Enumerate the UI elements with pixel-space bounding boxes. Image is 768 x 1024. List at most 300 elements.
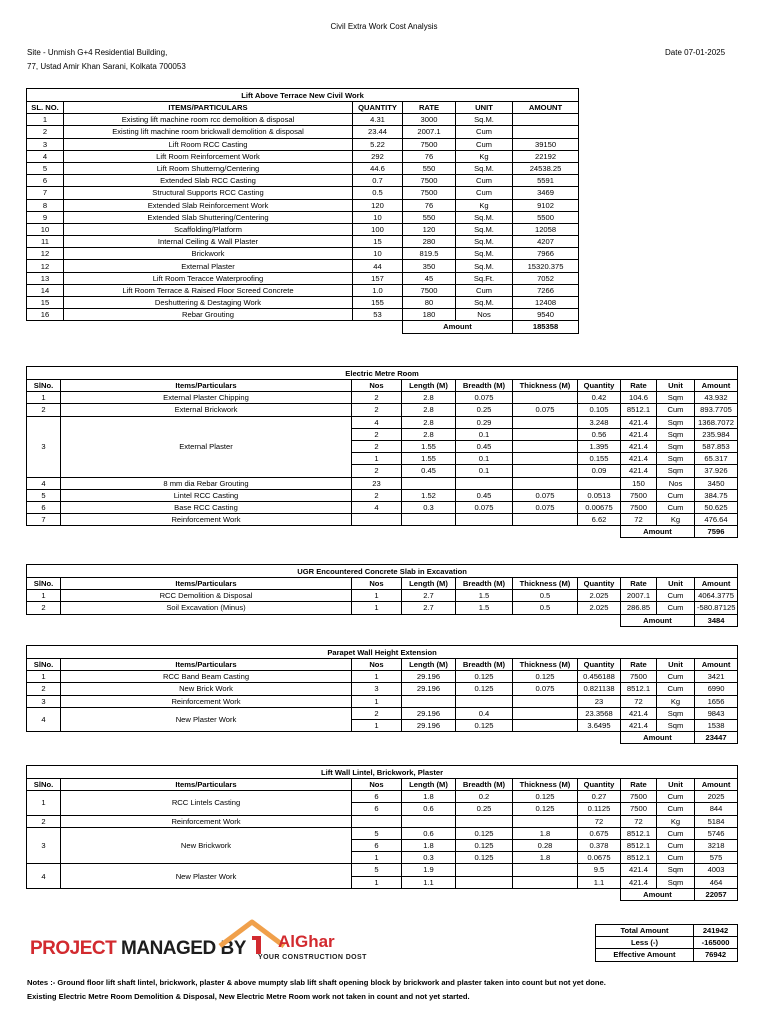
table-cell: 8 mm dia Rebar Grouting [61, 477, 352, 489]
column-header: Quantity [578, 578, 621, 590]
amount-value: 23447 [695, 732, 738, 744]
table-cell: 2 [27, 683, 61, 695]
column-header: Rate [621, 779, 657, 791]
table-cell: 0.075 [513, 404, 578, 416]
table-cell [456, 876, 513, 888]
table-cell: 10 [27, 223, 64, 235]
table-cell: 7500 [621, 501, 657, 513]
table-cell: 2 [352, 440, 402, 452]
table-cell: 72 [621, 695, 657, 707]
table-cell [513, 876, 578, 888]
table-row [27, 695, 738, 707]
column-header: Unit [657, 380, 695, 392]
header-row [27, 102, 579, 114]
table-cell: 1.8 [513, 852, 578, 864]
table-cell: Cum [456, 126, 513, 138]
table-cell: 587.853 [695, 440, 738, 452]
table-cell: Reinforcement Work [61, 695, 352, 707]
table-cell: 7500 [621, 791, 657, 803]
table-cell: Soil Excavation (Minus) [61, 602, 352, 614]
table-cell: 1.5 [456, 590, 513, 602]
table-cell: 2.8 [402, 392, 456, 404]
table-cell [513, 719, 578, 731]
table-cell: 76 [403, 150, 456, 162]
column-header: Length (M) [402, 578, 456, 590]
table-cell: 0.3 [402, 501, 456, 513]
table-cell: 14 [27, 284, 64, 296]
table-cell: 50.625 [695, 501, 738, 513]
table-cell: -580.87125 [695, 602, 738, 614]
table-cell: 5 [27, 162, 64, 174]
table-row [27, 590, 738, 602]
column-header: Nos [352, 380, 402, 392]
column-header: Items/Particulars [61, 779, 352, 791]
column-header: Unit [657, 578, 695, 590]
table-cell [402, 695, 456, 707]
table-cell: 0.125 [513, 671, 578, 683]
table-cell: 575 [695, 852, 738, 864]
table-cell: 280 [403, 236, 456, 248]
table-cell: Extended Slab Reinforcement Work [64, 199, 353, 211]
table-cell: Sq.M. [456, 260, 513, 272]
table-cell: 23.3568 [578, 707, 621, 719]
table-cell [352, 815, 402, 827]
table-cell [578, 477, 621, 489]
table-cell: 4064.3775 [695, 590, 738, 602]
table-cell: Lift Room RCC Casting [64, 138, 353, 150]
amount-label: Amount [621, 526, 695, 538]
table-cell: 155 [353, 297, 403, 309]
table-cell: 1 [352, 671, 402, 683]
table-row [27, 199, 579, 211]
column-header: Rate [621, 659, 657, 671]
table-row [27, 162, 579, 174]
table-cell: Cum [657, 602, 695, 614]
table-cell: 1 [352, 602, 402, 614]
table-cell: Lift Room Shutterng/Centering [64, 162, 353, 174]
table-cell [513, 453, 578, 465]
table-cell: Kg [657, 514, 695, 526]
table-cell: 2 [352, 404, 402, 416]
table-cell: 6990 [695, 683, 738, 695]
table-cell: 286.85 [621, 602, 657, 614]
table-cell: Cum [456, 187, 513, 199]
table-cell: Brickwork [64, 248, 353, 260]
table-cell [513, 695, 578, 707]
table-row [27, 126, 579, 138]
table-cell: 0.27 [578, 791, 621, 803]
table-cell: 7500 [621, 671, 657, 683]
table-cell: 1.8 [402, 839, 456, 851]
table-cell: Kg [657, 695, 695, 707]
table-cell: 5.22 [353, 138, 403, 150]
table-cell [402, 815, 456, 827]
table-cell: 0.675 [578, 827, 621, 839]
table-cell: 2.025 [578, 590, 621, 602]
table-cell: 2 [352, 707, 402, 719]
column-header: QUANTITY [353, 102, 403, 114]
document-title: Civil Extra Work Cost Analysis [330, 22, 438, 31]
table-cell: 11 [27, 236, 64, 248]
table-cell: 4.31 [353, 114, 403, 126]
column-header: ITEMS/PARTICULARS [64, 102, 353, 114]
table-cell: 10 [353, 248, 403, 260]
table-cell: 8512.1 [621, 839, 657, 851]
column-header: Rate [621, 578, 657, 590]
table-row [27, 309, 579, 321]
table-cell: External Brickwork [61, 404, 352, 416]
table-cell: 0.5 [513, 590, 578, 602]
table-cell: 3 [27, 416, 61, 477]
column-header: SlNo. [27, 578, 61, 590]
table-cell: 0.378 [578, 839, 621, 851]
table-row [27, 187, 579, 199]
table-cell: 5500 [513, 211, 579, 223]
table-cell: Deshuttering & Destaging Work [64, 297, 353, 309]
table-cell: 120 [403, 223, 456, 235]
table-cell: 0.45 [456, 489, 513, 501]
table-cell: 2.8 [402, 428, 456, 440]
section-title: Electric Metre Room [27, 367, 738, 380]
table-cell: 9102 [513, 199, 579, 211]
column-header: Breadth (M) [456, 578, 513, 590]
table-cell: Nos [456, 309, 513, 321]
table-cell: 9.5 [578, 864, 621, 876]
table-row [27, 477, 738, 489]
table-cell: 104.6 [621, 392, 657, 404]
table-cell: 44.6 [353, 162, 403, 174]
table-row [27, 791, 738, 803]
column-header: Thickness (M) [513, 578, 578, 590]
table-cell: 157 [353, 272, 403, 284]
summary-value: 76942 [694, 949, 738, 961]
table-cell: 819.5 [403, 248, 456, 260]
column-header: Length (M) [402, 779, 456, 791]
table-cell: 8512.1 [621, 404, 657, 416]
table-cell: Sqm [657, 440, 695, 452]
table-cell: 0.075 [456, 392, 513, 404]
table-cell: 0.5 [353, 187, 403, 199]
table-cell: 2 [27, 602, 61, 614]
table-cell: 2 [352, 428, 402, 440]
table-cell: 550 [403, 162, 456, 174]
table-cell: 9 [27, 211, 64, 223]
table-cell: Rebar Grouting [64, 309, 353, 321]
table-cell: New Plaster Work [61, 864, 352, 888]
table-cell: Sq.M. [456, 211, 513, 223]
column-header: Items/Particulars [61, 578, 352, 590]
table-cell: 1.55 [402, 440, 456, 452]
table-cell: Cum [657, 501, 695, 513]
table-cell: 3 [27, 138, 64, 150]
table-cell: 235.984 [695, 428, 738, 440]
column-header: Quantity [578, 380, 621, 392]
table-row [27, 114, 579, 126]
table-cell: 7500 [403, 175, 456, 187]
table-cell: RCC Demolition & Disposal [61, 590, 352, 602]
table-cell: Existing lift machine room rcc demolition & disposal [64, 114, 353, 126]
table-cell: 2 [27, 126, 64, 138]
table-cell: 29.196 [402, 671, 456, 683]
table-cell: Sq.M. [456, 248, 513, 260]
table-cell: 1.0 [353, 284, 403, 296]
table-row [27, 602, 738, 614]
table-cell: 45 [403, 272, 456, 284]
table-cell: 1.9 [402, 864, 456, 876]
table-cell: Cum [456, 138, 513, 150]
table-cell: 0.6 [402, 827, 456, 839]
table-row [27, 138, 579, 150]
column-header: Amount [695, 659, 738, 671]
column-header: Amount [695, 380, 738, 392]
summary-row [596, 937, 738, 949]
column-header: Length (M) [402, 380, 456, 392]
table-cell: Cum [456, 175, 513, 187]
table-row [27, 864, 738, 876]
table-cell: 65.317 [695, 453, 738, 465]
table-cell: 4 [27, 150, 64, 162]
table-cell: 0.155 [578, 453, 621, 465]
table-cell [513, 114, 579, 126]
table-cell: 16 [27, 309, 64, 321]
column-header: Thickness (M) [513, 380, 578, 392]
document-date: Date 07-01-2025 [665, 48, 726, 57]
table-cell: Cum [657, 839, 695, 851]
table-cell: 0.0675 [578, 852, 621, 864]
amount-label: Amount [403, 321, 513, 333]
table-cell [513, 815, 578, 827]
table-cell [513, 392, 578, 404]
table-cell: 12408 [513, 297, 579, 309]
table-cell: Cum [657, 683, 695, 695]
table-row [27, 248, 579, 260]
table-cell: 0.1 [456, 465, 513, 477]
table-cell: 37.926 [695, 465, 738, 477]
table-cell: 2.7 [402, 590, 456, 602]
table-cell: 1.5 [456, 602, 513, 614]
amount-value: 22057 [695, 888, 738, 900]
table-cell: 12 [27, 260, 64, 272]
table-cell [513, 440, 578, 452]
column-header: Quantity [578, 779, 621, 791]
table-cell: 5 [352, 864, 402, 876]
table-cell: Kg [456, 199, 513, 211]
section-title: Parapet Wall Height Extension [27, 646, 738, 659]
table-cell: Cum [657, 404, 695, 416]
table-cell [513, 416, 578, 428]
summary-label: Total Amount [596, 925, 694, 937]
table-row [27, 150, 579, 162]
table-cell: 53 [353, 309, 403, 321]
table-cell: 421.4 [621, 465, 657, 477]
table-cell: 39150 [513, 138, 579, 150]
column-header: Quantity [578, 659, 621, 671]
table-row [27, 272, 579, 284]
table-cell: 1 [352, 590, 402, 602]
table-cell: 476.64 [695, 514, 738, 526]
amount-label: Amount [621, 888, 695, 900]
column-header: Amount [695, 578, 738, 590]
table-row [27, 284, 579, 296]
table-cell: 0.6 [402, 803, 456, 815]
summary-value: -165000 [694, 937, 738, 949]
table-cell: 10 [353, 211, 403, 223]
table-row [27, 260, 579, 272]
table-cell: 0.0513 [578, 489, 621, 501]
table-cell: Cum [657, 803, 695, 815]
table-cell: 2007.1 [621, 590, 657, 602]
column-header: SlNo. [27, 779, 61, 791]
table-cell: Sqm [657, 453, 695, 465]
table-cell: 0.1125 [578, 803, 621, 815]
table-cell: 0.28 [513, 839, 578, 851]
table-row [27, 211, 579, 223]
table-cell: 292 [353, 150, 403, 162]
table-cell: 3 [352, 683, 402, 695]
table-cell: 3000 [403, 114, 456, 126]
table-cell: 550 [403, 211, 456, 223]
site-address: 77, Ustad Amir Khan Sarani, Kolkata 700053 [27, 62, 186, 71]
table-cell: Cum [657, 852, 695, 864]
table-cell: Scaffolding/Platform [64, 223, 353, 235]
column-header: Length (M) [402, 659, 456, 671]
table-cell: 4 [27, 707, 61, 731]
table-cell: 2.8 [402, 404, 456, 416]
table-cell: Sqm [657, 428, 695, 440]
table-cell: Base RCC Casting [61, 501, 352, 513]
table-cell: 22192 [513, 150, 579, 162]
table-cell: 120 [353, 199, 403, 211]
table-cell: 7500 [621, 803, 657, 815]
table-cell: 0.45 [456, 440, 513, 452]
column-header: Breadth (M) [456, 779, 513, 791]
table-cell: 2.7 [402, 602, 456, 614]
table-cell: 0.456188 [578, 671, 621, 683]
column-header: Amount [695, 779, 738, 791]
table-cell: 6 [27, 501, 61, 513]
table-row [27, 489, 738, 501]
table-cell: 0.4 [456, 707, 513, 719]
notes-line-1: Notes :- Ground floor lift shaft lintel, brickwork, plaster & above mumpty slab lift shaft opening block by brickwork and plaster taken into count but not yet done. [27, 978, 606, 987]
column-header: Unit [657, 659, 695, 671]
electric-metre-room-table [26, 366, 738, 538]
table-cell: 0.00675 [578, 501, 621, 513]
table-cell: 7966 [513, 248, 579, 260]
table-cell: 72 [578, 815, 621, 827]
table-cell: Internal Ceiling & Wall Plaster [64, 236, 353, 248]
table-cell: 1 [27, 114, 64, 126]
table-cell: 3.248 [578, 416, 621, 428]
project-managed-by-text: PROJECT MANAGED BY [30, 938, 246, 959]
table-cell: 100 [353, 223, 403, 235]
table-cell: 7052 [513, 272, 579, 284]
table-row [27, 827, 738, 839]
table-cell: New Brickwork [61, 827, 352, 864]
table-cell: 1.395 [578, 440, 621, 452]
column-header: SL. NO. [27, 102, 64, 114]
table-cell: 1.8 [513, 827, 578, 839]
table-cell: 0.125 [456, 683, 513, 695]
table-cell: 0.125 [456, 671, 513, 683]
table-cell: 0.42 [578, 392, 621, 404]
table-cell: 4207 [513, 236, 579, 248]
table-cell: Cum [657, 827, 695, 839]
table-cell: 6 [352, 803, 402, 815]
table-cell [513, 864, 578, 876]
table-cell: 9540 [513, 309, 579, 321]
table-cell [456, 864, 513, 876]
ugr-slab-table [26, 564, 738, 627]
header-row [27, 380, 738, 392]
table-cell [513, 428, 578, 440]
column-header: SlNo. [27, 380, 61, 392]
lift-wall-lintel-table [26, 765, 738, 901]
table-cell: 0.56 [578, 428, 621, 440]
table-cell: 893.7705 [695, 404, 738, 416]
table-cell: 1.1 [402, 876, 456, 888]
table-cell: 23 [578, 695, 621, 707]
table-cell: 5746 [695, 827, 738, 839]
table-cell: 72 [621, 815, 657, 827]
header-row [27, 779, 738, 791]
column-header: SlNo. [27, 659, 61, 671]
table-cell: Reinforcement Work [61, 514, 352, 526]
table-cell: 421.4 [621, 440, 657, 452]
table-cell: 0.105 [578, 404, 621, 416]
table-cell: 0.2 [456, 791, 513, 803]
table-cell: 1.8 [402, 791, 456, 803]
table-cell: 2007.1 [403, 126, 456, 138]
column-header: Nos [352, 779, 402, 791]
table-cell: 2 [27, 815, 61, 827]
table-cell: Kg [657, 815, 695, 827]
table-row [27, 392, 738, 404]
table-cell: 150 [621, 477, 657, 489]
table-cell: External Plaster [64, 260, 353, 272]
table-cell: Cum [657, 791, 695, 803]
table-cell [513, 126, 579, 138]
table-cell: 1368.7072 [695, 416, 738, 428]
amount-value: 185358 [513, 321, 579, 333]
header-row [27, 659, 738, 671]
table-cell: Sq.M. [456, 297, 513, 309]
table-cell: 5 [27, 489, 61, 501]
table-cell: 3421 [695, 671, 738, 683]
table-row [27, 297, 579, 309]
table-cell: 7 [27, 187, 64, 199]
table-cell: 1 [352, 719, 402, 731]
table-cell: Sq.M. [456, 162, 513, 174]
table-row [27, 683, 738, 695]
table-cell: 0.5 [513, 602, 578, 614]
column-header: Breadth (M) [456, 380, 513, 392]
column-header: Nos [352, 578, 402, 590]
table-cell: 421.4 [621, 416, 657, 428]
table-cell: 0.125 [513, 803, 578, 815]
table-cell: 15 [27, 297, 64, 309]
table-cell: 1 [27, 590, 61, 602]
table-cell: 9843 [695, 707, 738, 719]
table-cell [513, 707, 578, 719]
table-cell: 0.125 [513, 791, 578, 803]
table-cell: Sqm [657, 465, 695, 477]
table-cell: Cum [657, 489, 695, 501]
table-cell [402, 477, 456, 489]
table-cell [402, 514, 456, 526]
table-cell [513, 514, 578, 526]
table-cell: 4 [352, 501, 402, 513]
table-cell: 7500 [403, 138, 456, 150]
